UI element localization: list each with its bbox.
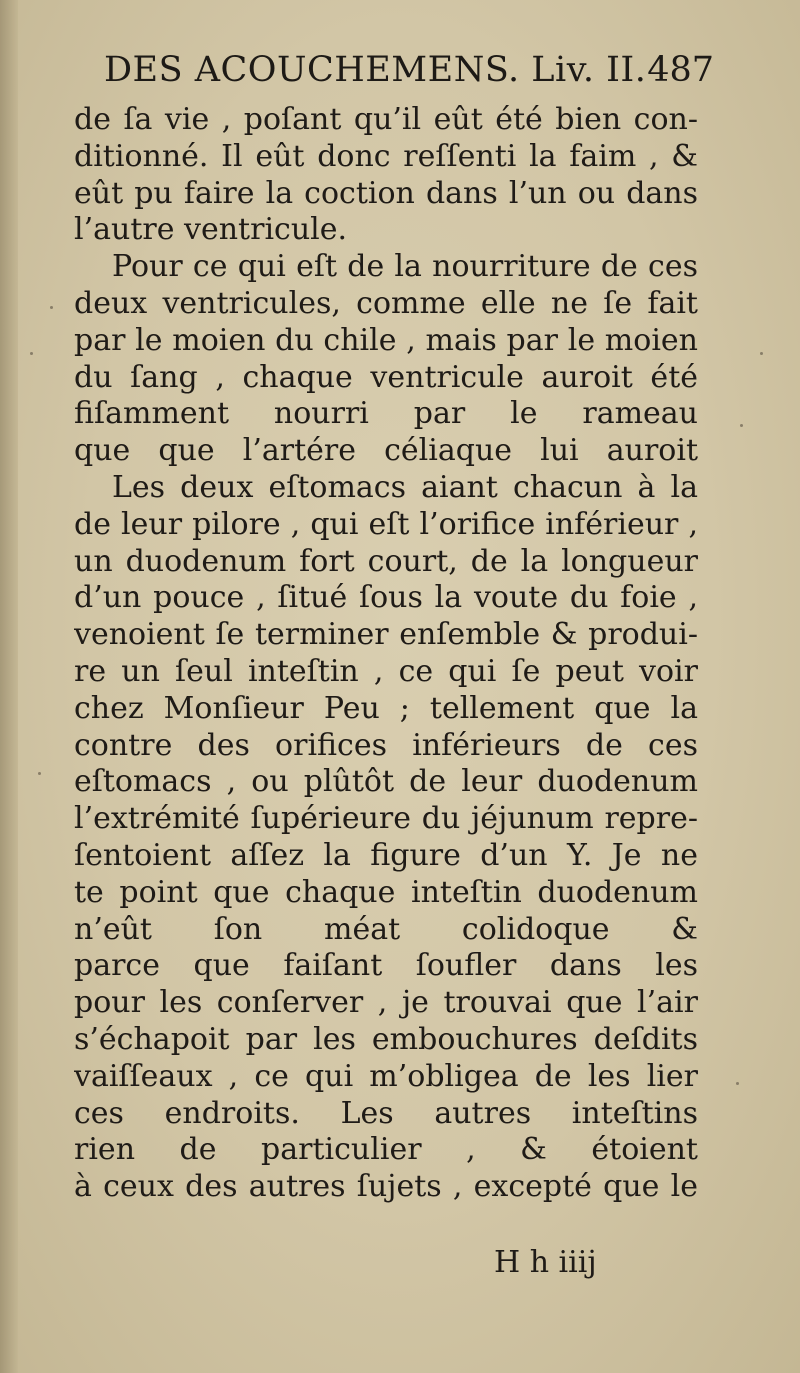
paper-speck <box>38 772 41 775</box>
text-line: eût pu faire la coction dans l’un ou dans <box>74 175 698 211</box>
text-line: s’échapoit par les embouchures deſdits <box>74 1021 698 1057</box>
paper-speck <box>50 306 53 309</box>
text-line: l’extrémité ſupérieure du jéjunum repre- <box>74 801 698 837</box>
text-line: ces endroits. Les autres inteſtins <box>74 1095 698 1131</box>
text-line: Pour ce qui eſt de la nourriture de ces <box>112 249 698 285</box>
signature-mark: H h iiij <box>494 1245 597 1280</box>
text-line: re un ſeul inteſtin , ce qui ſe peut voir <box>74 653 698 689</box>
text-line: parce que faiſant ſoufler dans les <box>74 948 698 984</box>
text-line: ſentoient aſſez la figure d’un Y. Je ne <box>74 837 698 873</box>
text-line: contre des orifices inférieurs de ces <box>74 727 698 763</box>
page-gutter-shadow <box>0 0 18 1373</box>
text-line: de leur pilore , qui eſt l’orifice inférieur , <box>74 506 698 542</box>
text-line: chez Monſieur Peu ; tellement que la <box>74 690 698 726</box>
page-header <box>104 50 714 102</box>
text-line: ditionné. Il eût donc reſſenti la faim , & <box>74 138 698 174</box>
text-line: de ſa vie , poſant qu’il eût été bien con- <box>74 102 698 137</box>
text-line: Les deux eſtomacs aiant chacun à la <box>112 469 698 505</box>
running-head: DES ACOUCHEMENS. Liv. II. <box>104 50 647 90</box>
text-line: que que l’artére céliaque lui auroit <box>74 433 698 469</box>
text-line: rien de particulier , & étoient <box>74 1132 698 1168</box>
text-line: un duodenum fort court, de la longueur <box>74 543 698 579</box>
text-line: à ceux des autres ſujets , excepté que le <box>74 1169 698 1205</box>
text-line: te point que chaque inteſtin duodenum <box>74 874 698 910</box>
text-line: fiſamment nourri par le rameau <box>74 396 698 432</box>
text-line: l’autre ventricule. <box>74 212 348 248</box>
text-line: venoient ſe terminer enſemble & produi- <box>74 617 698 653</box>
paper-speck <box>760 352 763 355</box>
paper-speck <box>736 1082 739 1085</box>
body-text <box>74 102 698 1206</box>
text-line: vaiſſeaux , ce qui m’obligea de les lier <box>74 1058 698 1094</box>
paper-speck <box>30 352 33 355</box>
text-line: d’un pouce , ſitué ſous la voute du foie , <box>74 580 698 616</box>
paper-speck <box>740 424 743 427</box>
text-line: n’eût ſon méat colidoque & <box>74 911 698 947</box>
page-number: 487 <box>647 50 714 90</box>
text-line: pour les conſerver , je trouvai que l’air <box>74 985 698 1021</box>
text-line: eſtomacs , ou plûtôt de leur duodenum <box>74 764 698 800</box>
text-line: par le moien du chile , mais par le moien <box>74 322 698 358</box>
text-line: du ſang , chaque ventricule auroit été <box>74 359 698 395</box>
text-line: deux ventricules, comme elle ne ſe fait <box>74 285 698 321</box>
